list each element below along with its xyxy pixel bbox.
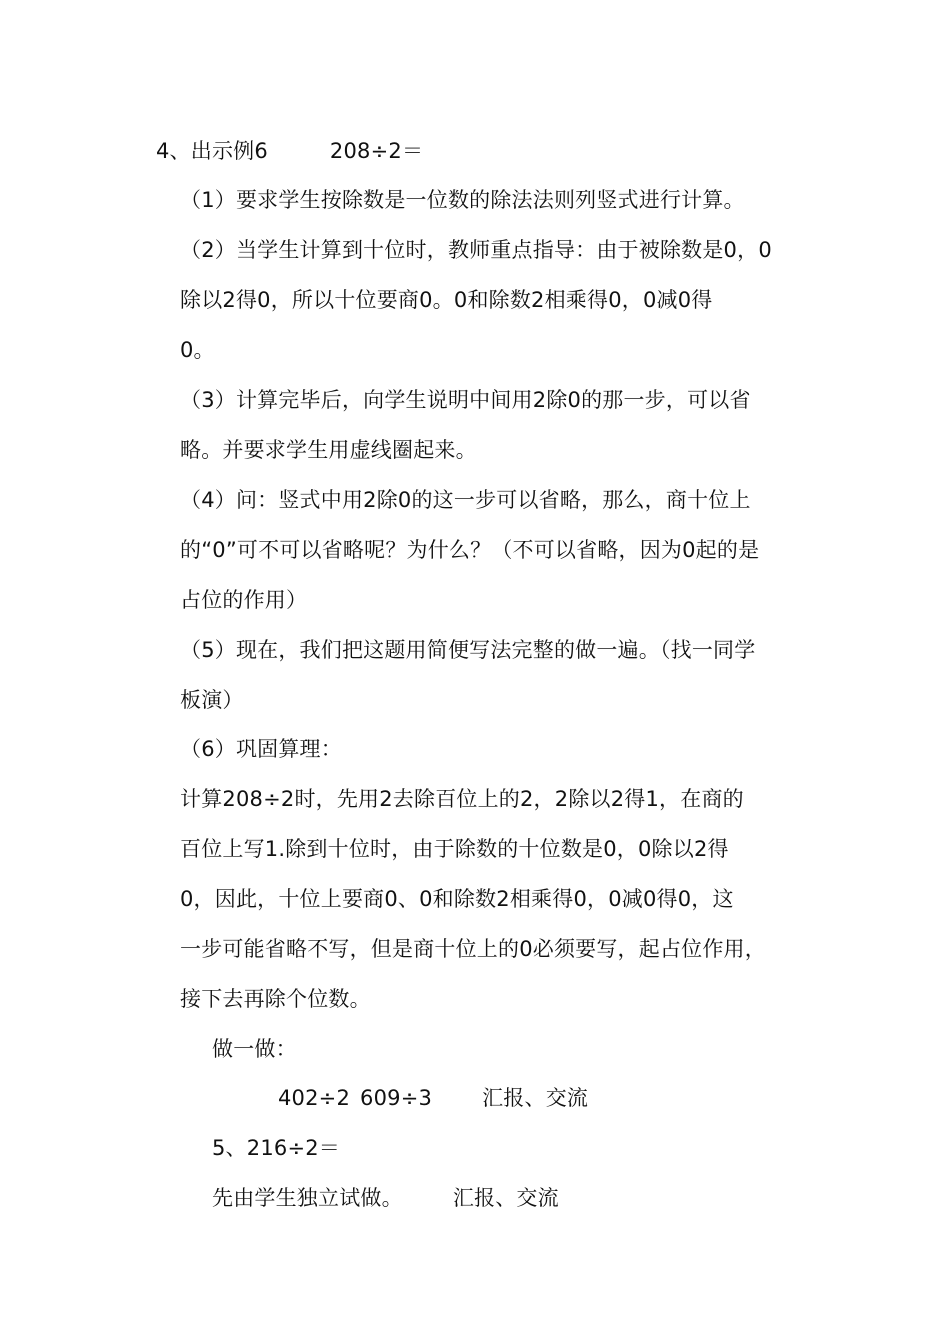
item5-note: 汇报、交流 [452, 1186, 559, 1210]
practice-problems [278, 1083, 588, 1113]
practice-title: 做一做： [212, 1037, 297, 1061]
paragraph-line: （6）巩固算理： [180, 737, 342, 761]
item5-instruction: 先由学生独立试做。 [212, 1186, 403, 1210]
paragraph-line: 百位上写1.除到十位时，由于除数的十位数是0，0除以2得 [180, 837, 729, 861]
paragraph-line: 计算208÷2时，先用2去除百位上的2，2除以2得1，在商的 [180, 787, 744, 811]
paragraph-line: 板演） [180, 688, 244, 712]
paragraph-line: （1）要求学生按除数是一位数的除法法则列竖式进行计算。 [180, 188, 745, 212]
paragraph-line: 的“0”可不可以省略呢？为什么？（不可以省略，因为0起的是 [180, 538, 760, 562]
paragraph-line: 接下去再除个位数。 [180, 987, 371, 1011]
paragraph-line: 0。 [180, 338, 215, 362]
practice-problem-2: 609÷3 [360, 1086, 433, 1110]
example-heading [156, 136, 423, 166]
example-label: 4、出示例6 [156, 139, 268, 163]
paragraph-line: 一步可能省略不写，但是商十位上的0必须要写，起占位作用， [180, 937, 766, 961]
example-equation: 208÷2＝ [329, 139, 424, 163]
paragraph-line: 略。并要求学生用虚线圈起来。 [180, 438, 477, 462]
paragraph-line: （2）当学生计算到十位时，教师重点指导：由于被除数是0，0 [180, 238, 772, 262]
item5-equation: 5、216÷2＝ [212, 1136, 340, 1160]
practice-note: 汇报、交流 [482, 1086, 589, 1110]
paragraph-line: 占位的作用） [180, 588, 308, 612]
item5-line [212, 1183, 559, 1213]
paragraph-line: （4）问：竖式中用2除0的这一步可以省略，那么，商十位上 [180, 488, 751, 512]
practice-problem-1: 402÷2 [278, 1086, 351, 1110]
paragraph-line: （5）现在，我们把这题用简便写法完整的做一遍。（找一同学 [180, 638, 756, 662]
paragraph-line: 0，因此，十位上要商0、0和除数2相乘得0，0减0得0，这 [180, 887, 734, 911]
paragraph-line: （3）计算完毕后，向学生说明中间用2除0的那一步，可以省 [180, 388, 751, 412]
paragraph-line: 除以2得0，所以十位要商0。0和除数2相乘得0，0减0得 [180, 288, 713, 312]
